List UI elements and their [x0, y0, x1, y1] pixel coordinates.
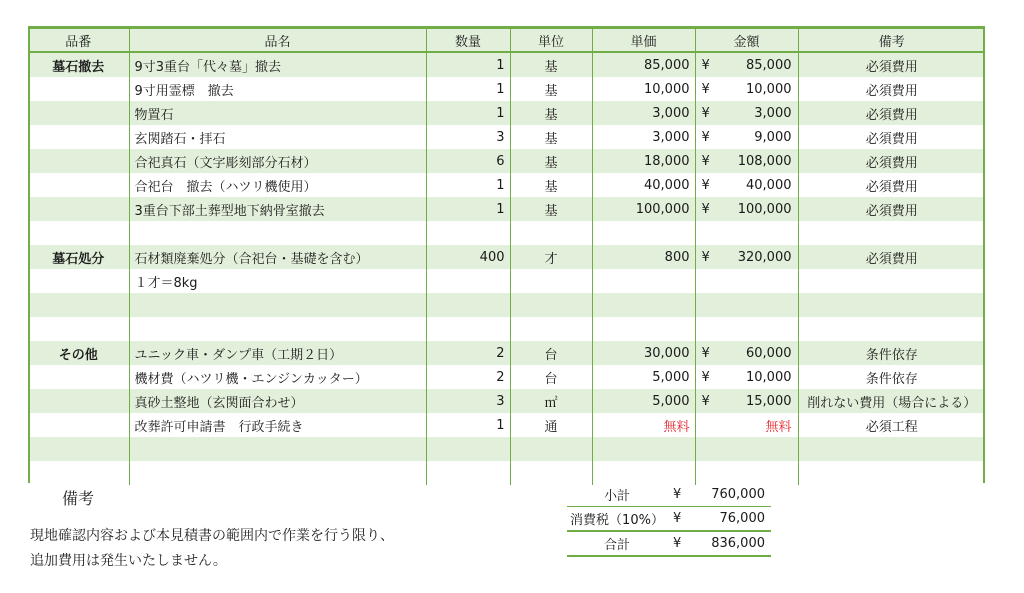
notes-title: 備考 [62, 489, 95, 508]
amount-wrap [702, 346, 792, 361]
qty-cell: 400 [426, 245, 510, 269]
subtotal-label: 小計 [603, 489, 630, 504]
unit-cell [510, 221, 592, 245]
yen-sign: ¥ [701, 393, 710, 409]
amount-cell [695, 197, 798, 221]
amount-wrap [702, 178, 792, 193]
total-label: 合計 [603, 538, 630, 553]
amount-cell [695, 125, 798, 149]
item-cell: 石材類廃棄処分（合祀台・基礎を含む） [129, 245, 426, 269]
unit-cell [510, 269, 592, 293]
note-cell [798, 221, 985, 245]
price-cell [592, 269, 695, 293]
unit-cell: ㎡ [510, 389, 592, 413]
estimate-table [28, 26, 985, 485]
yen-sign: ¥ [701, 57, 710, 73]
amount-cell [695, 293, 798, 317]
yen-sign: ¥ [701, 369, 710, 385]
price-cell: 10,000 [592, 77, 695, 101]
item-cell: 真砂土整地（玄関面合わせ） [129, 389, 426, 413]
amount-value: 40,000 [746, 177, 792, 193]
header-cell-item: 品名 [129, 28, 426, 53]
qty-cell: 1 [426, 52, 510, 77]
table-row [28, 101, 985, 125]
amount-wrap [702, 82, 792, 97]
category-cell [28, 293, 129, 317]
item-cell: 9寸3重台「代々墓」撤去 [129, 52, 426, 77]
price-cell: 3,000 [592, 101, 695, 125]
table-row [28, 52, 985, 77]
tax-label: 消費税（10%） [570, 513, 664, 528]
price-cell: 無料 [592, 413, 695, 437]
unit-cell: 基 [510, 77, 592, 101]
table-row [28, 245, 985, 269]
item-cell: １才＝8kg [129, 269, 426, 293]
table-row [28, 149, 985, 173]
notes-text-line2: 追加費用は発生いたしません。 [30, 553, 227, 569]
note-cell: 必須工程 [865, 419, 918, 435]
note-cell: 必須費用 [798, 245, 985, 269]
header-cell-price: 単価 [592, 28, 695, 53]
qty-cell [426, 269, 510, 293]
unit-cell [510, 317, 592, 341]
amount-cell [695, 149, 798, 173]
qty-cell: 2 [426, 341, 510, 365]
note-cell: 条件依存 [865, 371, 918, 387]
price-cell: 30,000 [592, 341, 695, 365]
qty-cell: 1 [426, 173, 510, 197]
table-row [28, 197, 985, 221]
price-cell: 5,000 [592, 389, 695, 413]
table-row [28, 341, 985, 365]
qty-cell: 1 [426, 77, 510, 101]
qty-cell: 2 [426, 365, 510, 389]
unit-cell [510, 437, 592, 461]
category-cell [28, 461, 129, 485]
note-cell: 削れない費用（場合による） [798, 389, 985, 413]
category-cell: 墓石処分 [28, 245, 129, 269]
unit-cell [510, 293, 592, 317]
price-cell: 3,000 [592, 125, 695, 149]
price-cell [592, 221, 695, 245]
qty-cell [426, 221, 510, 245]
table-row [28, 221, 985, 245]
item-cell: 物置石 [129, 101, 426, 125]
note-cell [798, 437, 985, 461]
table-row [28, 77, 985, 101]
table-row [28, 173, 985, 197]
category-cell [28, 269, 129, 293]
item-cell: 3重台下部土葬型地下納骨室撤去 [129, 197, 426, 221]
amount-wrap [702, 202, 792, 217]
tax-value: 76,000 [719, 511, 765, 526]
table-row [28, 269, 985, 293]
header-cell-qty: 数量 [426, 28, 510, 53]
category-cell: その他 [28, 341, 129, 365]
unit-cell: 才 [510, 245, 592, 269]
amount-cell [695, 365, 798, 389]
amount-value: 15,000 [746, 393, 792, 409]
note-cell [798, 269, 985, 293]
amount-value: 10,000 [746, 369, 792, 385]
unit-cell [510, 461, 592, 485]
note-cell: 条件依存 [798, 341, 985, 365]
category-cell [28, 365, 129, 389]
item-cell: 9寸用霊標 撤去 [129, 77, 426, 101]
qty-cell: 1 [426, 413, 510, 437]
unit-cell: 基 [510, 197, 592, 221]
header-cell-code: 品番 [28, 28, 129, 53]
total-value: 836,000 [711, 536, 765, 551]
amount-cell [695, 389, 798, 413]
note-cell: 必須費用 [798, 197, 985, 221]
estimate-sheet [28, 26, 985, 485]
amount-value: 320,000 [737, 249, 792, 265]
subtotal-value: 760,000 [711, 487, 765, 502]
amount-wrap [702, 130, 792, 145]
item-cell [129, 461, 426, 485]
amount-value: 100,000 [737, 201, 792, 217]
amount-wrap [702, 370, 792, 385]
qty-cell: 1 [426, 197, 510, 221]
yen-sign: ¥ [701, 129, 710, 145]
qty-cell [426, 293, 510, 317]
amount-cell [695, 437, 798, 461]
amount-cell [695, 77, 798, 101]
amount-cell [695, 245, 798, 269]
item-cell: 合祀台 撤去（ハツリ機使用） [129, 173, 426, 197]
price-cell [592, 317, 695, 341]
amount-wrap [702, 58, 792, 73]
qty-cell [426, 437, 510, 461]
yen-sign: ¥ [673, 511, 682, 526]
category-cell [28, 125, 129, 149]
price-cell: 5,000 [592, 365, 695, 389]
note-cell: 必須費用 [865, 179, 918, 195]
price-cell: 40,000 [592, 173, 695, 197]
amount-cell [695, 413, 798, 437]
amount-value: 3,000 [754, 105, 792, 121]
table-row [28, 125, 985, 149]
category-cell [28, 149, 129, 173]
amount-value: 85,000 [746, 57, 792, 73]
price-cell [592, 293, 695, 317]
yen-sign: ¥ [701, 201, 710, 217]
table-row [28, 389, 985, 413]
unit-cell: 基 [510, 125, 592, 149]
item-cell [129, 317, 426, 341]
item-cell: 玄関踏石・拝石 [129, 125, 426, 149]
header-row [28, 28, 985, 53]
table-row [28, 413, 985, 437]
subtotal-row [567, 483, 771, 507]
amount-cell [695, 52, 798, 77]
amount-cell [695, 317, 798, 341]
table-row [28, 365, 985, 389]
table-row [28, 293, 985, 317]
price-cell [592, 437, 695, 461]
category-cell [28, 389, 129, 413]
note-cell: 必須費用 [865, 131, 918, 147]
category-cell [28, 197, 129, 221]
note-cell [798, 293, 985, 317]
yen-sign: ¥ [701, 345, 710, 361]
tax-row [567, 507, 771, 532]
item-cell: 改葬許可申請書 行政手続き [129, 413, 426, 437]
item-cell: 機材費（ハツリ機・エンジンカッター） [129, 365, 426, 389]
amount-wrap [702, 154, 792, 169]
table-row [28, 437, 985, 461]
qty-cell: 1 [426, 101, 510, 125]
note-cell: 必須費用 [798, 52, 985, 77]
amount-cell [695, 269, 798, 293]
amount-value: 10,000 [746, 81, 792, 97]
yen-sign: ¥ [701, 105, 710, 121]
qty-cell: 3 [426, 125, 510, 149]
amount-wrap [702, 416, 792, 435]
unit-cell: 基 [510, 101, 592, 125]
category-cell [28, 317, 129, 341]
unit-cell: 台 [510, 365, 592, 389]
item-cell: 合祀真石（文字彫刻部分石材） [129, 149, 426, 173]
unit-cell: 台 [510, 341, 592, 365]
total-row [567, 532, 771, 557]
amount-cell [695, 221, 798, 245]
category-cell [28, 77, 129, 101]
unit-cell: 基 [510, 149, 592, 173]
unit-cell: 基 [510, 173, 592, 197]
note-cell [798, 317, 985, 341]
qty-cell [426, 317, 510, 341]
amount-cell [695, 101, 798, 125]
amount-cell [695, 461, 798, 485]
note-cell [798, 461, 985, 485]
qty-cell: 6 [426, 149, 510, 173]
price-cell: 800 [592, 245, 695, 269]
qty-cell: 3 [426, 389, 510, 413]
header-cell-note: 備考 [798, 28, 985, 53]
yen-sign: ¥ [701, 81, 710, 97]
amount-value: 60,000 [746, 345, 792, 361]
note-cell: 必須費用 [798, 149, 985, 173]
amount-cell [695, 173, 798, 197]
note-cell: 必須費用 [865, 83, 918, 99]
unit-cell: 通 [510, 413, 592, 437]
amount-cell [695, 341, 798, 365]
amount-value: 9,000 [754, 129, 792, 145]
totals-block [567, 483, 771, 557]
category-cell [28, 221, 129, 245]
price-cell: 85,000 [592, 52, 695, 77]
amount-wrap [702, 106, 792, 121]
item-cell [129, 437, 426, 461]
yen-sign: ¥ [701, 153, 710, 169]
notes-text-line1: 現地確認内容および本見積書の範囲内で作業を行う限り、 [30, 528, 394, 544]
yen-sign: ¥ [701, 177, 710, 193]
amount-value: 108,000 [737, 153, 792, 169]
category-cell: 墓石撤去 [28, 52, 129, 77]
amount-wrap [702, 250, 792, 265]
price-cell: 100,000 [592, 197, 695, 221]
header-cell-unit: 単位 [510, 28, 592, 53]
item-cell: ユニック車・ダンプ車（工期２日） [129, 341, 426, 365]
qty-cell [426, 461, 510, 485]
yen-sign: ¥ [701, 249, 710, 265]
amount-wrap [702, 394, 792, 409]
amount-value: 無料 [765, 419, 792, 435]
table-row [28, 317, 985, 341]
category-cell [28, 173, 129, 197]
item-cell [129, 293, 426, 317]
yen-sign: ¥ [673, 487, 682, 502]
unit-cell: 基 [510, 52, 592, 77]
table-row [28, 461, 985, 485]
price-cell: 18,000 [592, 149, 695, 173]
category-cell [28, 101, 129, 125]
header-cell-amount: 金額 [695, 28, 798, 53]
category-cell [28, 437, 129, 461]
note-cell: 必須費用 [798, 101, 985, 125]
price-cell [592, 461, 695, 485]
yen-sign: ¥ [673, 536, 682, 551]
category-cell [28, 413, 129, 437]
item-cell [129, 221, 426, 245]
